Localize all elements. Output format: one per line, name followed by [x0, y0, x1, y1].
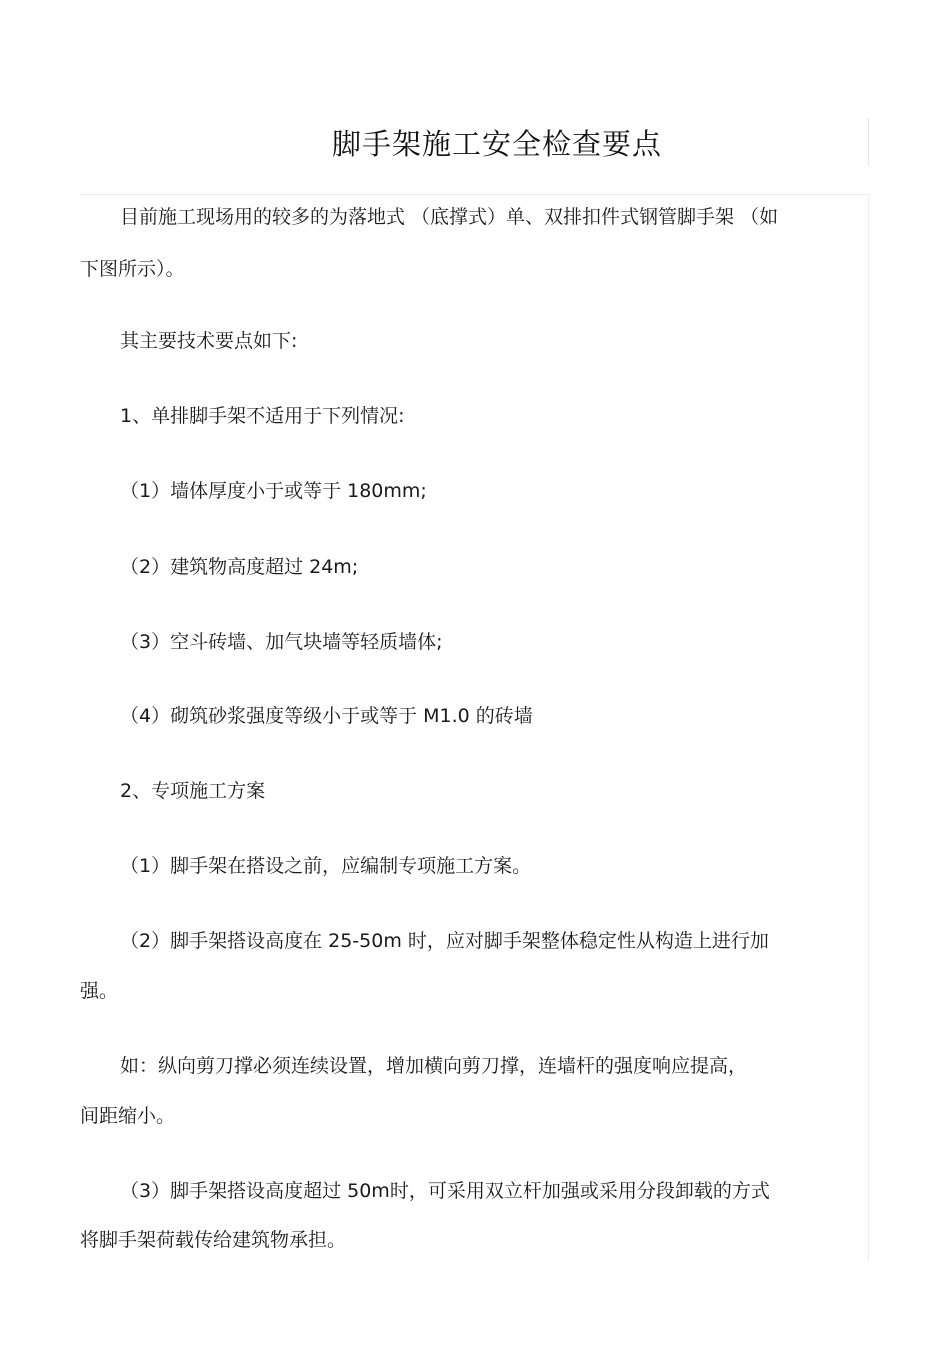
- list-item-2-2-line-2: 强。: [80, 980, 119, 1002]
- list-item-1-1: （1）墙体厚度小于或等于 180mm;: [120, 480, 427, 502]
- list-item-2-1: （1）脚手架在搭设之前，应编制专项施工方案。: [120, 855, 532, 877]
- list-item-1-4: （4）砌筑砂浆强度等级小于或等于 M1.0 的砖墙: [120, 705, 533, 727]
- example-line-1: 如：纵向剪刀撑必须连续设置，增加横向剪刀撑，连墙杆的强度响应提高，: [120, 1055, 748, 1077]
- section-2-heading: 2、专项施工方案: [120, 780, 266, 802]
- paragraph-intro-line-1: 目前施工现场用的较多的为落地式 （底撑式）单、双排扣件式钢管脚手架 （如: [120, 206, 779, 228]
- list-item-1-3: （3）空斗砖墙、加气块墙等轻质墙体;: [120, 631, 443, 653]
- paragraph-intro-line-2: 下图所示）。: [80, 258, 185, 280]
- list-item-1-2: （2）建筑物高度超过 24m;: [120, 556, 359, 578]
- page-divider: [80, 194, 870, 195]
- list-item-2-3-line-1: （3）脚手架搭设高度超过 50m时，可采用双立杆加强或采用分段卸载的方式: [120, 1180, 770, 1202]
- list-item-2-2-line-1: （2）脚手架搭设高度在 25-50m 时，应对脚手架整体稳定性从构造上进行加: [120, 930, 769, 952]
- example-line-2: 间距缩小。: [80, 1105, 176, 1127]
- paragraph-key-points: 其主要技术要点如下:: [120, 330, 298, 352]
- page-title: 脚手架施工安全检查要点: [331, 127, 662, 161]
- list-item-2-3-line-2: 将脚手架荷载传给建筑物承担。: [80, 1229, 347, 1251]
- page-margin-rule: [868, 194, 869, 1262]
- section-1-heading: 1、单排脚手架不适用于下列情况:: [120, 405, 405, 427]
